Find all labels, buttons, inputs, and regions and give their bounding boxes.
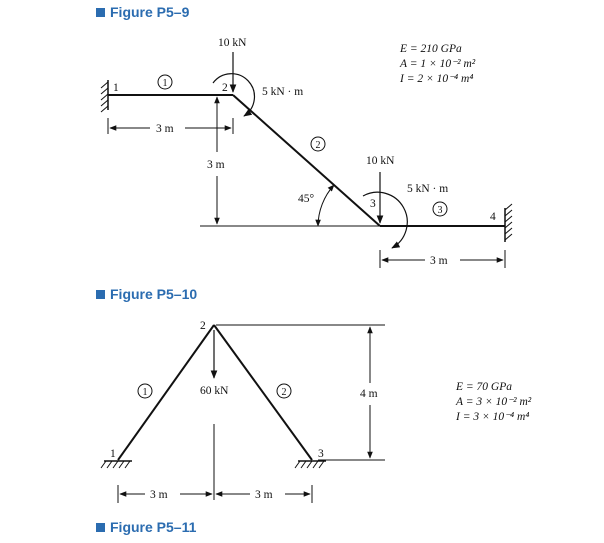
angle-label: 45° bbox=[298, 193, 315, 205]
frame-diagram-p5-10 bbox=[101, 320, 532, 503]
load-label: 60 kN bbox=[200, 385, 229, 397]
dimension-label-right: 3 m bbox=[430, 255, 448, 267]
moment-label-node-3: 5 kN · m bbox=[407, 183, 449, 195]
pin-support-left bbox=[101, 461, 132, 468]
node-label-2: 2 bbox=[222, 82, 228, 94]
property-e: E = 210 GPa bbox=[400, 43, 462, 55]
node-label-3: 3 bbox=[318, 448, 324, 460]
svg-text:3: 3 bbox=[437, 205, 443, 216]
svg-text:2: 2 bbox=[315, 140, 321, 151]
property-i: I = 3 × 10⁻⁴ m⁴ bbox=[456, 411, 530, 423]
svg-text:1: 1 bbox=[162, 78, 168, 89]
dimension-bottom bbox=[118, 485, 312, 503]
svg-text:1: 1 bbox=[142, 387, 148, 398]
moment-label-node-2: 5 kN · m bbox=[262, 86, 304, 98]
element-label-2 bbox=[277, 384, 291, 398]
fixed-support-left bbox=[101, 80, 108, 112]
pin-support-right bbox=[295, 461, 326, 468]
dimension-label-left: 3 m bbox=[150, 489, 168, 501]
element-label-1 bbox=[138, 384, 152, 398]
node-label-4: 4 bbox=[490, 211, 496, 223]
property-a: A = 3 × 10⁻² m² bbox=[456, 396, 532, 408]
element-label-2 bbox=[311, 137, 325, 151]
node-label-1: 1 bbox=[110, 448, 116, 460]
member-2 bbox=[233, 95, 380, 226]
fixed-support-right bbox=[505, 204, 512, 242]
node-label-2: 2 bbox=[200, 320, 206, 332]
property-a: A = 1 × 10⁻² m² bbox=[400, 58, 476, 70]
svg-text:2: 2 bbox=[281, 387, 287, 398]
element-label-1 bbox=[158, 75, 172, 89]
load-label-node-2: 10 kN bbox=[218, 37, 247, 49]
figure-title-text: Figure P5–10 bbox=[110, 286, 198, 302]
node-label-3: 3 bbox=[370, 198, 376, 210]
angle-arc bbox=[318, 185, 334, 226]
load-label-node-3: 10 kN bbox=[366, 155, 395, 167]
figure-title-text: Figure P5–9 bbox=[110, 4, 190, 20]
node-label-1: 1 bbox=[113, 82, 119, 94]
dimension-label-left: 3 m bbox=[156, 123, 174, 135]
dimension-label-right: 3 m bbox=[255, 489, 273, 501]
figure-title-text: Figure P5–11 bbox=[110, 519, 197, 535]
dimension-label-height: 3 m bbox=[207, 159, 225, 171]
property-e: E = 70 GPa bbox=[456, 381, 512, 393]
element-label-3 bbox=[433, 202, 447, 216]
property-i: I = 2 × 10⁻⁴ m⁴ bbox=[400, 73, 474, 85]
member-2 bbox=[214, 325, 312, 460]
dimension-label-height: 4 m bbox=[360, 388, 378, 400]
frame-diagram-p5-9 bbox=[101, 37, 512, 268]
